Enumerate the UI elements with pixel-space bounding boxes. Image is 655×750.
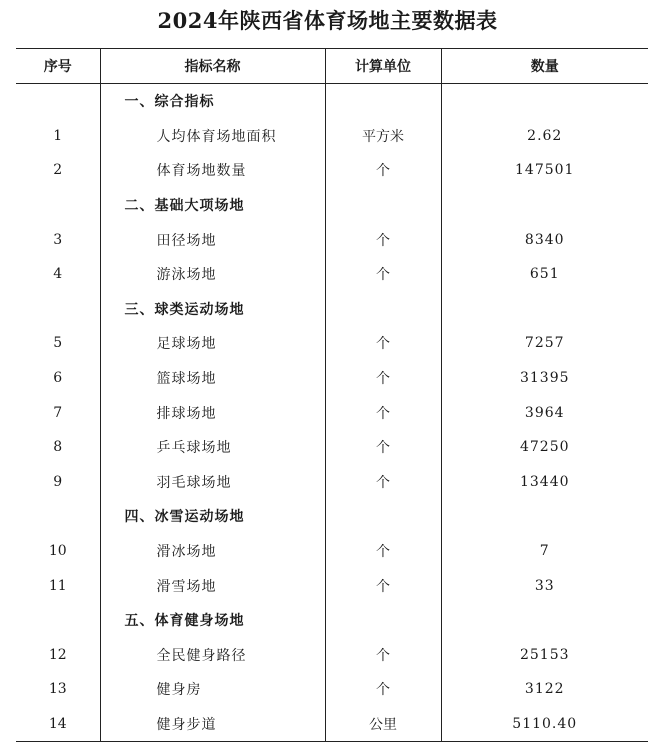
page-title: 2024年陕西省体育场地主要数据表 [157, 8, 498, 33]
table-row [16, 153, 648, 188]
cell-no: 5 [53, 335, 63, 352]
cell-no [16, 84, 100, 119]
cell-unit [325, 84, 441, 119]
section-row [16, 499, 648, 534]
cell-value [441, 292, 648, 327]
cell-unit [325, 292, 441, 327]
table-row [16, 707, 648, 742]
header-no: 序号 [16, 49, 100, 84]
cell-no [16, 292, 100, 327]
cell-no: 10 [48, 543, 67, 560]
cell-no: 12 [48, 646, 67, 663]
cell-no: 8 [53, 439, 63, 456]
cell-value: 13440 [441, 465, 648, 500]
cell-name: 健身步道 [100, 707, 325, 742]
cell-name: 乒乓球场地 [100, 430, 325, 465]
cell-name: 体育场地数量 [100, 153, 325, 188]
cell-unit: 个 [325, 465, 441, 500]
cell-unit: 个 [325, 534, 441, 569]
cell-no: 14 [16, 707, 100, 742]
cell-name: 游泳场地 [100, 257, 325, 292]
cell-no [16, 188, 100, 223]
cell-no [16, 499, 100, 534]
header-row [16, 49, 648, 84]
table-body [16, 84, 648, 742]
section-title: 二、基础大项场地 [100, 188, 325, 223]
cell-value: 651 [441, 257, 648, 292]
header-value: 数量 [441, 49, 648, 84]
cell-value [441, 499, 648, 534]
cell-no: 13 [48, 681, 67, 698]
cell-unit: 个 [325, 257, 441, 292]
cell-unit: 个 [325, 326, 441, 361]
cell-unit: 平方米 [325, 119, 441, 154]
cell-unit [325, 188, 441, 223]
cell-unit: 个 [325, 395, 441, 430]
section-title: 四、冰雪运动场地 [100, 499, 325, 534]
table-row [16, 638, 648, 673]
section-row [16, 292, 648, 327]
cell-name: 篮球场地 [100, 361, 325, 396]
section-title: 五、体育健身场地 [100, 603, 325, 638]
table-row [16, 257, 648, 292]
cell-value [441, 603, 648, 638]
table-row [16, 395, 648, 430]
cell-unit: 个 [325, 153, 441, 188]
cell-value: 147501 [441, 153, 648, 188]
data-table [16, 48, 648, 742]
cell-unit: 个 [325, 638, 441, 673]
cell-value: 31395 [441, 361, 648, 396]
cell-unit: 公里 [325, 707, 441, 742]
cell-name: 滑雪场地 [100, 568, 325, 603]
section-row [16, 603, 648, 638]
table-row [16, 672, 648, 707]
table-row [16, 326, 648, 361]
cell-unit: 个 [325, 222, 441, 257]
cell-value: 7257 [441, 326, 648, 361]
header-unit: 计算单位 [325, 49, 441, 84]
cell-unit: 个 [325, 430, 441, 465]
cell-no [16, 603, 100, 638]
cell-no: 11 [48, 577, 67, 594]
cell-name: 羽毛球场地 [100, 465, 325, 500]
table-row [16, 465, 648, 500]
cell-value: 5110.40 [441, 707, 648, 742]
table-row [16, 534, 648, 569]
table-row [16, 222, 648, 257]
section-row [16, 84, 648, 119]
cell-unit [325, 603, 441, 638]
cell-value [441, 188, 648, 223]
section-title: 一、综合指标 [100, 84, 325, 119]
cell-name: 人均体育场地面积 [100, 119, 325, 154]
table-row [16, 119, 648, 154]
cell-value: 7 [441, 534, 648, 569]
table-header [16, 49, 648, 84]
cell-value: 8340 [441, 222, 648, 257]
cell-name: 排球场地 [100, 395, 325, 430]
cell-name: 全民健身路径 [100, 638, 325, 673]
section-title: 三、球类运动场地 [100, 292, 325, 327]
cell-no: 2 [53, 162, 63, 179]
cell-name: 田径场地 [100, 222, 325, 257]
cell-name: 足球场地 [100, 326, 325, 361]
cell-no: 1 [53, 127, 63, 144]
cell-value: 25153 [441, 638, 648, 673]
cell-value: 3964 [441, 395, 648, 430]
cell-unit: 个 [325, 672, 441, 707]
table-row [16, 568, 648, 603]
cell-value: 3122 [441, 672, 648, 707]
cell-no: 9 [53, 473, 63, 490]
cell-value: 2.62 [441, 119, 648, 154]
table-row [16, 430, 648, 465]
cell-no: 3 [53, 231, 63, 248]
cell-unit: 个 [325, 568, 441, 603]
header-name: 指标名称 [100, 49, 325, 84]
table-row [16, 361, 648, 396]
cell-value: 47250 [441, 430, 648, 465]
cell-value [441, 84, 648, 119]
cell-name: 滑冰场地 [100, 534, 325, 569]
cell-no: 6 [53, 370, 63, 387]
cell-unit: 个 [325, 361, 441, 396]
cell-unit [325, 499, 441, 534]
section-row [16, 188, 648, 223]
cell-no: 7 [53, 404, 63, 421]
cell-name: 健身房 [100, 672, 325, 707]
cell-value: 33 [441, 568, 648, 603]
cell-no: 4 [53, 266, 63, 283]
